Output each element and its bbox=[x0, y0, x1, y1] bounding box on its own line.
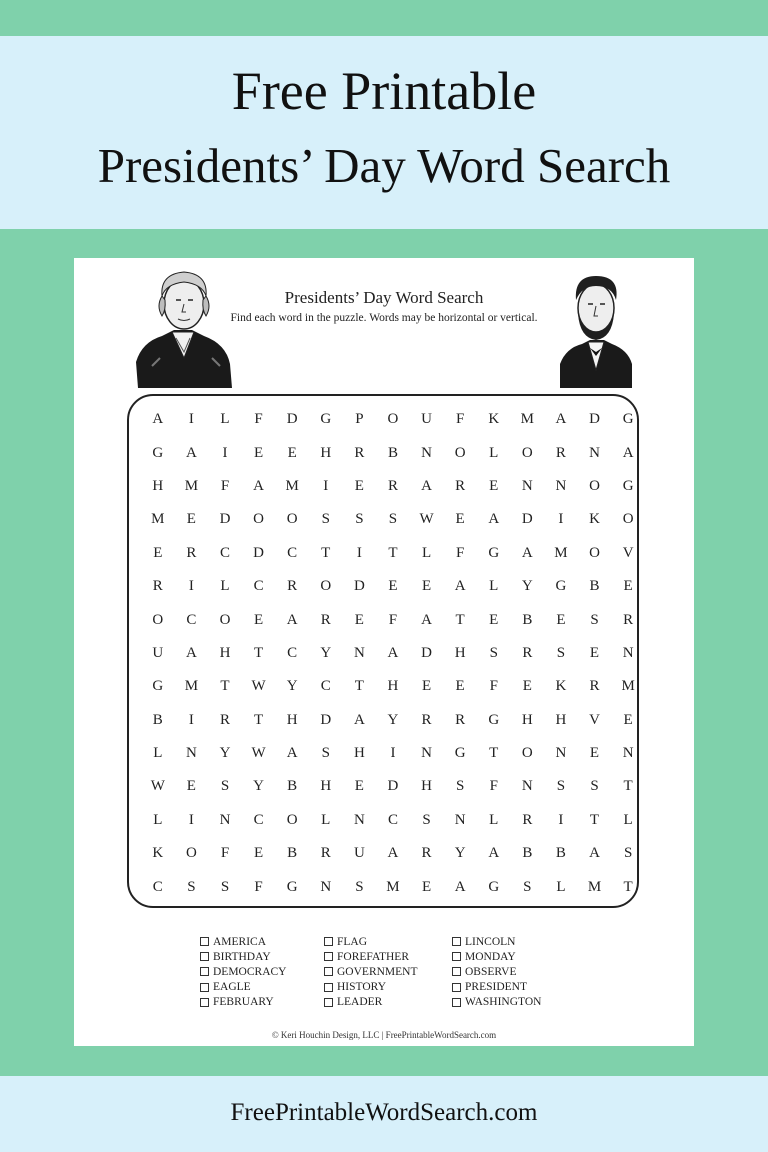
grid-letter: T bbox=[388, 544, 398, 561]
grid-letter: M bbox=[587, 878, 602, 895]
grid-letter: C bbox=[320, 678, 331, 695]
grid-letter: N bbox=[320, 878, 332, 895]
word-label: FLAG bbox=[337, 935, 368, 948]
word-list-item bbox=[324, 980, 454, 995]
grid-letter: A bbox=[152, 411, 164, 428]
word-label: GOVERNMENT bbox=[337, 965, 418, 978]
grid-letter: E bbox=[421, 678, 432, 695]
grid-letter: V bbox=[589, 711, 600, 728]
grid-letter: C bbox=[152, 878, 163, 895]
grid-letter: L bbox=[421, 544, 432, 561]
grid-letter: E bbox=[421, 878, 432, 895]
grid-letter: F bbox=[489, 778, 498, 795]
grid-letter: F bbox=[455, 544, 465, 561]
grid-letter: T bbox=[253, 644, 264, 661]
grid-letter: G bbox=[488, 544, 500, 561]
grid-letter: H bbox=[286, 711, 298, 728]
word-label: HISTORY bbox=[337, 981, 386, 994]
grid-letter: O bbox=[622, 511, 634, 528]
grid-letter: A bbox=[454, 578, 466, 595]
grid-letter: R bbox=[555, 444, 566, 461]
grid-letter: N bbox=[622, 745, 634, 762]
grid-letter: G bbox=[488, 711, 500, 728]
grid-letter: W bbox=[251, 678, 266, 695]
grid-letter: T bbox=[321, 544, 331, 561]
grid-letter: S bbox=[422, 811, 431, 828]
grid-letter: T bbox=[354, 678, 364, 695]
grid-letter: I bbox=[188, 578, 194, 595]
grid-letter: R bbox=[320, 611, 331, 628]
grid-letter: R bbox=[320, 845, 331, 862]
grid-letter: E bbox=[455, 678, 465, 695]
grid-letter: Y bbox=[454, 845, 466, 862]
word-checkbox[interactable] bbox=[324, 937, 333, 946]
grid-letter: I bbox=[356, 544, 362, 561]
grid-letter: O bbox=[387, 411, 399, 428]
grid-letter: D bbox=[219, 511, 231, 528]
grid-letter: O bbox=[286, 811, 298, 828]
grid-letter: R bbox=[354, 444, 365, 461]
word-label: DEMOCRACY bbox=[213, 965, 287, 978]
grid-letter: W bbox=[251, 745, 266, 762]
grid-letter: D bbox=[353, 578, 365, 595]
grid-letter: E bbox=[489, 477, 499, 494]
header-title-line1: Free Printable bbox=[231, 61, 537, 121]
word-list-item bbox=[324, 964, 454, 979]
grid-letter: B bbox=[152, 711, 163, 728]
grid-letter: G bbox=[555, 578, 567, 595]
grid-letter: C bbox=[219, 544, 230, 561]
grid-letter: A bbox=[622, 444, 634, 461]
grid-letter: F bbox=[254, 878, 263, 895]
grid-letter: A bbox=[454, 878, 466, 895]
grid-letter: R bbox=[455, 711, 466, 728]
word-search-sheet bbox=[74, 258, 694, 1046]
grid-letter: Y bbox=[320, 644, 332, 661]
grid-letter: M bbox=[151, 511, 165, 528]
word-list-item bbox=[452, 995, 582, 1010]
grid-letter: T bbox=[455, 611, 465, 628]
grid-letter: R bbox=[387, 477, 398, 494]
grid-letter: M bbox=[386, 878, 400, 895]
word-label: FEBRUARY bbox=[213, 996, 274, 1009]
grid-letter: H bbox=[219, 644, 231, 661]
grid-letter: B bbox=[522, 611, 533, 628]
grid-letter: T bbox=[623, 778, 633, 795]
grid-letter: K bbox=[152, 845, 164, 862]
grid-letter: T bbox=[623, 878, 633, 895]
grid-letter: G bbox=[488, 878, 500, 895]
grid-letter: E bbox=[354, 611, 364, 628]
grid-letter: E bbox=[556, 611, 566, 628]
grid-letter: N bbox=[219, 811, 231, 828]
grid-letter: R bbox=[421, 711, 432, 728]
grid-letter: O bbox=[521, 444, 533, 461]
word-checkbox[interactable] bbox=[324, 983, 333, 992]
grid-letter: N bbox=[353, 644, 365, 661]
grid-letter: L bbox=[153, 745, 163, 762]
grid-letter: N bbox=[353, 811, 365, 828]
grid-letter: A bbox=[387, 644, 399, 661]
word-checkbox[interactable] bbox=[324, 967, 333, 976]
grid-letter: S bbox=[489, 644, 498, 661]
word-checkbox[interactable] bbox=[452, 983, 461, 992]
grid-letter: R bbox=[287, 578, 298, 595]
grid-letter: S bbox=[623, 845, 633, 862]
word-list-item bbox=[452, 934, 582, 949]
grid-letter: L bbox=[220, 411, 230, 428]
header-banner bbox=[0, 36, 768, 229]
grid-letter: E bbox=[589, 745, 600, 762]
grid-letter: O bbox=[454, 444, 466, 461]
grid-letter: A bbox=[353, 711, 365, 728]
grid-letter: E bbox=[153, 544, 163, 561]
grid-letter: S bbox=[321, 745, 330, 762]
word-checkbox[interactable] bbox=[452, 967, 461, 976]
grid-letter: A bbox=[421, 477, 432, 494]
grid-letter: B bbox=[589, 578, 600, 595]
grid-letter: F bbox=[220, 845, 230, 862]
grid-letter: N bbox=[421, 444, 432, 461]
grid-letter: F bbox=[455, 411, 465, 428]
word-checkbox[interactable] bbox=[324, 952, 333, 961]
grid-letter: S bbox=[187, 878, 196, 895]
grid-letter: H bbox=[421, 778, 432, 795]
grid-letter: S bbox=[355, 511, 364, 528]
grid-letter: R bbox=[186, 544, 197, 561]
grid-letter: S bbox=[388, 511, 398, 528]
grid-letter: E bbox=[623, 578, 633, 595]
grid-letter: C bbox=[287, 644, 298, 661]
grid-letter: A bbox=[185, 644, 197, 661]
letter-grid-frame bbox=[127, 394, 639, 908]
grid-letter: C bbox=[253, 811, 264, 828]
grid-letter: O bbox=[253, 511, 264, 528]
grid-letter: I bbox=[558, 811, 564, 828]
grid-letter: F bbox=[489, 678, 498, 695]
grid-letter: T bbox=[253, 711, 264, 728]
word-list-item bbox=[452, 980, 582, 995]
grid-letter: H bbox=[454, 644, 466, 661]
grid-letter: D bbox=[521, 511, 533, 528]
grid-letter: L bbox=[489, 811, 499, 828]
grid-letter: N bbox=[421, 745, 432, 762]
grid-letter: H bbox=[555, 711, 567, 728]
word-list-column-1 bbox=[200, 934, 330, 1010]
grid-letter: D bbox=[589, 411, 600, 428]
grid-letter: O bbox=[589, 544, 600, 561]
grid-letter: E bbox=[186, 778, 196, 795]
grid-letter: I bbox=[188, 711, 194, 728]
grid-letter: B bbox=[287, 845, 298, 862]
grid-letter: A bbox=[488, 845, 500, 862]
grid-letter: R bbox=[623, 611, 634, 628]
grid-letter: H bbox=[353, 745, 365, 762]
grid-letter: T bbox=[220, 678, 230, 695]
word-list-item bbox=[324, 949, 454, 964]
grid-letter: B bbox=[555, 845, 566, 862]
grid-letter: N bbox=[185, 745, 197, 762]
grid-letter: K bbox=[488, 411, 500, 428]
grid-letter: O bbox=[152, 611, 164, 628]
grid-letter: O bbox=[219, 611, 231, 628]
grid-letter: M bbox=[520, 411, 534, 428]
grid-letter: S bbox=[556, 644, 566, 661]
grid-letter: O bbox=[589, 477, 600, 494]
grid-letter: R bbox=[219, 711, 230, 728]
grid-letter: G bbox=[622, 411, 634, 428]
grid-letter: K bbox=[555, 678, 567, 695]
word-list-item bbox=[324, 995, 454, 1010]
grid-letter: E bbox=[589, 644, 600, 661]
grid-letter: I bbox=[188, 811, 194, 828]
word-checkbox[interactable] bbox=[200, 952, 209, 961]
grid-letter: I bbox=[323, 477, 329, 494]
word-label: BIRTHDAY bbox=[213, 950, 271, 963]
grid-letter: I bbox=[188, 411, 194, 428]
grid-letter: Y bbox=[286, 678, 298, 695]
grid-letter: S bbox=[220, 878, 230, 895]
copyright-text: © Keri Houchin Design, LLC | FreePrintableWordSearch.com bbox=[271, 1030, 497, 1040]
grid-letter: G bbox=[152, 444, 164, 461]
word-label: LINCOLN bbox=[465, 935, 516, 948]
grid-letter: H bbox=[387, 678, 399, 695]
grid-letter: L bbox=[623, 811, 633, 828]
grid-letter: B bbox=[287, 778, 298, 795]
word-list bbox=[200, 934, 580, 1010]
grid-letter: A bbox=[521, 544, 533, 561]
word-label: FOREFATHER bbox=[337, 950, 409, 963]
word-label: AMERICA bbox=[213, 935, 267, 948]
grid-letter: N bbox=[555, 477, 567, 494]
footer-site-name: FreePrintableWordSearch.com bbox=[230, 1099, 538, 1126]
grid-letter: I bbox=[222, 444, 228, 461]
word-checkbox[interactable] bbox=[452, 998, 461, 1007]
grid-letter: L bbox=[321, 811, 331, 828]
grid-letter: D bbox=[320, 711, 332, 728]
grid-letter: A bbox=[286, 611, 298, 628]
grid-letter: G bbox=[320, 411, 332, 428]
grid-letter: M bbox=[184, 678, 199, 695]
grid-letter: K bbox=[589, 511, 600, 528]
grid-letter: L bbox=[153, 811, 163, 828]
word-checkbox[interactable] bbox=[200, 937, 209, 946]
grid-letter: N bbox=[454, 811, 466, 828]
word-label: EAGLE bbox=[213, 981, 251, 994]
grid-letter: A bbox=[253, 477, 264, 494]
grid-letter: W bbox=[419, 511, 434, 528]
grid-letter: Y bbox=[253, 778, 264, 795]
grid-letter: A bbox=[185, 444, 197, 461]
word-list-item bbox=[452, 964, 582, 979]
word-checkbox[interactable] bbox=[200, 983, 209, 992]
word-checkbox[interactable] bbox=[200, 998, 209, 1007]
washington-portrait-icon bbox=[132, 266, 236, 388]
letter-grid bbox=[141, 403, 645, 904]
word-list-item bbox=[452, 949, 582, 964]
grid-letter: Y bbox=[521, 578, 533, 595]
grid-letter: R bbox=[522, 811, 533, 828]
grid-letter: N bbox=[521, 778, 533, 795]
grid-letter: F bbox=[254, 411, 263, 428]
grid-letter: G bbox=[454, 745, 466, 762]
word-label: PRESIDENT bbox=[465, 981, 527, 994]
grid-letter: U bbox=[353, 845, 365, 862]
grid-letter: N bbox=[589, 444, 600, 461]
grid-letter: R bbox=[522, 644, 533, 661]
grid-letter: D bbox=[421, 644, 432, 661]
grid-letter: L bbox=[489, 578, 499, 595]
word-list-item bbox=[200, 949, 330, 964]
grid-letter: U bbox=[152, 644, 164, 661]
word-list-column-3 bbox=[452, 934, 582, 1010]
grid-letter: N bbox=[555, 745, 567, 762]
grid-letter: E bbox=[253, 444, 264, 461]
grid-letter: S bbox=[321, 511, 330, 528]
word-checkbox[interactable] bbox=[200, 967, 209, 976]
grid-letter: R bbox=[152, 578, 163, 595]
grid-letter: S bbox=[455, 778, 465, 795]
grid-letter: E bbox=[522, 678, 532, 695]
grid-letter: H bbox=[152, 477, 164, 494]
grid-letter: D bbox=[286, 411, 298, 428]
grid-letter: R bbox=[455, 477, 466, 494]
grid-letter: R bbox=[421, 845, 432, 862]
grid-letter: L bbox=[489, 444, 499, 461]
grid-letter: F bbox=[388, 611, 398, 628]
grid-letter: R bbox=[589, 678, 600, 695]
grid-letter: N bbox=[521, 477, 533, 494]
grid-letter: A bbox=[589, 845, 600, 862]
grid-letter: E bbox=[354, 778, 364, 795]
sheet-title: Presidents’ Day Word Search bbox=[284, 288, 484, 307]
grid-letter: Y bbox=[219, 745, 231, 762]
word-checkbox[interactable] bbox=[452, 952, 461, 961]
grid-letter: V bbox=[622, 544, 634, 561]
header-title-line2: Presidents’ Day Word Search bbox=[97, 138, 671, 193]
grid-letter: O bbox=[521, 745, 533, 762]
grid-letter: E bbox=[388, 578, 398, 595]
grid-letter: C bbox=[186, 611, 197, 628]
grid-letter: C bbox=[387, 811, 398, 828]
grid-letter: H bbox=[320, 778, 332, 795]
grid-letter: B bbox=[387, 444, 398, 461]
grid-letter: I bbox=[558, 511, 564, 528]
grid-letter: E bbox=[489, 611, 499, 628]
grid-letter: O bbox=[286, 511, 298, 528]
grid-letter: G bbox=[152, 678, 164, 695]
word-label: MONDAY bbox=[465, 950, 516, 963]
grid-letter: H bbox=[320, 444, 332, 461]
grid-letter: Y bbox=[387, 711, 399, 728]
grid-letter: C bbox=[253, 578, 264, 595]
grid-letter: W bbox=[150, 778, 165, 795]
grid-letter: E bbox=[455, 511, 465, 528]
word-list-item bbox=[200, 934, 330, 949]
word-list-item bbox=[200, 964, 330, 979]
grid-letter: C bbox=[287, 544, 298, 561]
grid-letter: M bbox=[621, 678, 635, 695]
grid-letter: T bbox=[489, 745, 499, 762]
grid-letter: S bbox=[556, 778, 566, 795]
grid-letter: B bbox=[522, 845, 533, 862]
grid-letter: E bbox=[186, 511, 196, 528]
footer-banner bbox=[0, 1076, 768, 1152]
grid-letter: O bbox=[185, 845, 197, 862]
grid-letter: N bbox=[622, 644, 634, 661]
word-list-item bbox=[324, 934, 454, 949]
grid-letter: D bbox=[253, 544, 264, 561]
word-checkbox[interactable] bbox=[324, 998, 333, 1007]
grid-letter: S bbox=[523, 878, 532, 895]
grid-letter: S bbox=[590, 778, 599, 795]
grid-letter: S bbox=[590, 611, 599, 628]
grid-letter: M bbox=[184, 477, 199, 494]
word-label: LEADER bbox=[337, 996, 383, 1009]
grid-letter: A bbox=[387, 845, 399, 862]
grid-letter: A bbox=[555, 411, 567, 428]
grid-letter: E bbox=[287, 444, 297, 461]
grid-letter: P bbox=[355, 411, 364, 428]
grid-letter: S bbox=[355, 878, 364, 895]
grid-letter: E bbox=[253, 845, 264, 862]
word-list-item bbox=[200, 980, 330, 995]
word-label: OBSERVE bbox=[465, 965, 517, 978]
grid-letter: A bbox=[488, 511, 500, 528]
grid-letter: E bbox=[623, 711, 633, 728]
grid-letter: E bbox=[354, 477, 364, 494]
grid-letter: H bbox=[521, 711, 533, 728]
grid-letter: A bbox=[286, 745, 298, 762]
grid-letter: L bbox=[556, 878, 566, 895]
grid-letter: I bbox=[390, 745, 396, 762]
grid-letter: D bbox=[387, 778, 399, 795]
grid-letter: E bbox=[421, 578, 432, 595]
grid-letter: G bbox=[622, 477, 634, 494]
grid-letter: G bbox=[286, 878, 298, 895]
grid-letter: M bbox=[285, 477, 299, 494]
grid-letter: F bbox=[220, 477, 230, 494]
grid-letter: T bbox=[589, 811, 600, 828]
grid-letter: O bbox=[320, 578, 332, 595]
word-list-item bbox=[200, 995, 330, 1010]
sheet-instructions: Find each word in the puzzle. Words may be horizontal or vertical. bbox=[230, 312, 538, 324]
word-list-column-2 bbox=[324, 934, 454, 1010]
grid-letter: A bbox=[421, 611, 432, 628]
grid-letter: E bbox=[253, 611, 264, 628]
grid-letter: M bbox=[554, 544, 568, 561]
word-checkbox[interactable] bbox=[452, 937, 461, 946]
grid-letter: S bbox=[220, 778, 230, 795]
grid-letter: U bbox=[421, 411, 432, 428]
word-label: WASHINGTON bbox=[465, 996, 542, 1009]
grid-letter: L bbox=[220, 578, 230, 595]
